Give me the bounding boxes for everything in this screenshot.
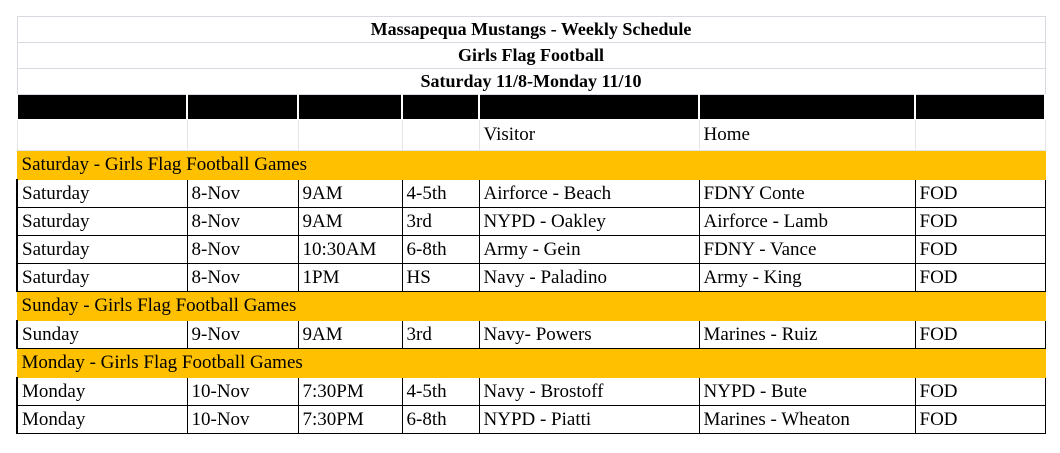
day-cell: Monday <box>17 378 187 406</box>
field-cell: FOD <box>915 180 1045 208</box>
column-header-row <box>17 120 1045 151</box>
schedule-sheet <box>16 16 1044 434</box>
date-cell: 8-Nov <box>187 208 298 236</box>
field-cell: FOD <box>915 406 1045 434</box>
section-label: Sunday - Girls Flag Football Games <box>17 292 1045 321</box>
section-label: Monday - Girls Flag Football Games <box>17 349 1045 378</box>
grade-cell: 4-5th <box>402 180 479 208</box>
time-cell: 9AM <box>298 208 402 236</box>
black-header-bar <box>17 95 1045 120</box>
day-cell: Saturday <box>17 180 187 208</box>
day-cell: Sunday <box>17 321 187 349</box>
table-row <box>17 264 1045 292</box>
field-cell: FOD <box>915 264 1045 292</box>
table-row <box>17 180 1045 208</box>
table-row <box>17 208 1045 236</box>
page-subtitle: Girls Flag Football <box>17 43 1045 69</box>
visitor-cell: Army - Gein <box>479 236 699 264</box>
section-label: Saturday - Girls Flag Football Games <box>17 151 1045 180</box>
visitor-cell: NYPD - Oakley <box>479 208 699 236</box>
field-cell: FOD <box>915 378 1045 406</box>
home-cell: FDNY Conte <box>699 180 915 208</box>
field-cell: FOD <box>915 236 1045 264</box>
visitor-cell: Airforce - Beach <box>479 180 699 208</box>
column-header <box>402 120 479 151</box>
time-cell: 1PM <box>298 264 402 292</box>
visitor-cell: Navy - Brostoff <box>479 378 699 406</box>
section-row <box>17 292 1045 321</box>
date-cell: 8-Nov <box>187 180 298 208</box>
column-header <box>298 120 402 151</box>
date-cell: 10-Nov <box>187 378 298 406</box>
visitor-cell: NYPD - Piatti <box>479 406 699 434</box>
home-cell: Army - King <box>699 264 915 292</box>
column-header <box>187 120 298 151</box>
grade-cell: HS <box>402 264 479 292</box>
section-row <box>17 349 1045 378</box>
day-cell: Monday <box>17 406 187 434</box>
date-cell: 8-Nov <box>187 236 298 264</box>
visitor-cell: Navy- Powers <box>479 321 699 349</box>
schedule-table <box>16 16 1046 434</box>
table-row <box>17 321 1045 349</box>
time-cell: 7:30PM <box>298 378 402 406</box>
table-row <box>17 406 1045 434</box>
grade-cell: 6-8th <box>402 406 479 434</box>
home-cell: FDNY - Vance <box>699 236 915 264</box>
column-header <box>17 120 187 151</box>
date-cell: 10-Nov <box>187 406 298 434</box>
day-cell: Saturday <box>17 236 187 264</box>
field-cell: FOD <box>915 208 1045 236</box>
time-cell: 7:30PM <box>298 406 402 434</box>
column-header-home: Home <box>699 120 915 151</box>
time-cell: 9AM <box>298 321 402 349</box>
date-range: Saturday 11/8-Monday 11/10 <box>17 69 1045 95</box>
day-cell: Saturday <box>17 264 187 292</box>
home-cell: NYPD - Bute <box>699 378 915 406</box>
grade-cell: 3rd <box>402 321 479 349</box>
time-cell: 10:30AM <box>298 236 402 264</box>
page-title: Massapequa Mustangs - Weekly Schedule <box>17 17 1045 43</box>
field-cell: FOD <box>915 321 1045 349</box>
section-row <box>17 151 1045 180</box>
table-row <box>17 378 1045 406</box>
day-cell: Saturday <box>17 208 187 236</box>
home-cell: Airforce - Lamb <box>699 208 915 236</box>
grade-cell: 4-5th <box>402 378 479 406</box>
table-row <box>17 236 1045 264</box>
column-header-visitor: Visitor <box>479 120 699 151</box>
visitor-cell: Navy - Paladino <box>479 264 699 292</box>
date-cell: 8-Nov <box>187 264 298 292</box>
grade-cell: 3rd <box>402 208 479 236</box>
date-cell: 9-Nov <box>187 321 298 349</box>
home-cell: Marines - Ruiz <box>699 321 915 349</box>
column-header <box>915 120 1045 151</box>
grade-cell: 6-8th <box>402 236 479 264</box>
home-cell: Marines - Wheaton <box>699 406 915 434</box>
time-cell: 9AM <box>298 180 402 208</box>
